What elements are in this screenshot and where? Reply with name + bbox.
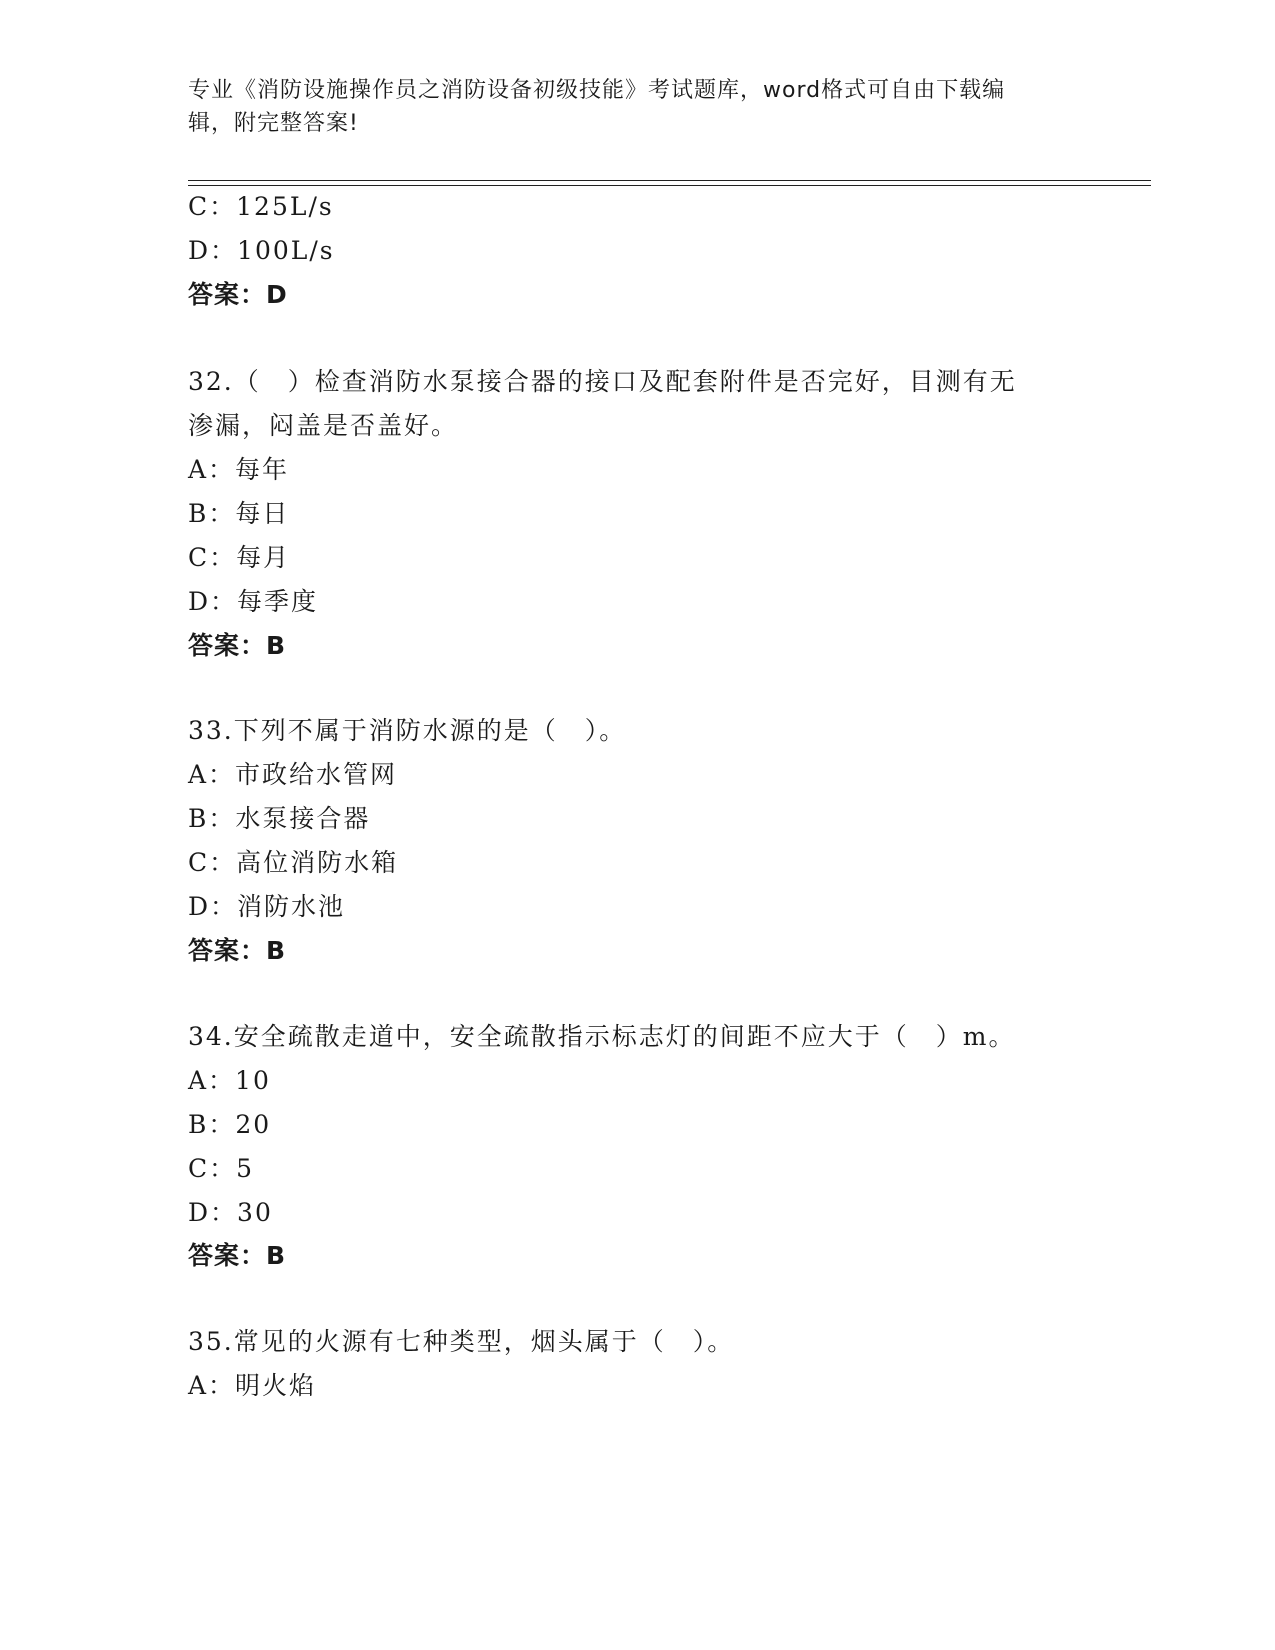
- q35-option-a: A：明火焰: [188, 1371, 317, 1400]
- q32-option-a: A：每年: [188, 455, 290, 484]
- q34-stem: 34.安全疏散走道中，安全疏散指示标志灯的间距不应大于（ ）m。: [188, 1022, 1016, 1051]
- q32-option-d: D：每季度: [188, 587, 319, 616]
- header-line-1: 专业《消防设施操作员之消防设备初级技能》考试题库，word格式可自由下载编: [188, 78, 1006, 103]
- header-line-2: 辑，附完整答案!: [188, 111, 359, 136]
- q34-option-b: B：20: [188, 1110, 272, 1139]
- q32-stem-line-2: 渗漏，闷盖是否盖好。: [188, 411, 459, 440]
- prev-option-d: D：100L/s: [188, 236, 335, 265]
- q34-answer: 答案：B: [188, 1241, 287, 1270]
- q33-option-d: D：消防水池: [188, 892, 346, 921]
- header-divider-bottom: [188, 185, 1151, 186]
- q34-option-c: C：5: [188, 1154, 255, 1183]
- q33-answer: 答案：B: [188, 936, 287, 965]
- header-divider-top: [188, 180, 1151, 181]
- q35-stem: 35.常见的火源有七种类型，烟头属于（ ）。: [188, 1327, 735, 1356]
- q33-option-a: A：市政给水管网: [188, 760, 398, 789]
- q34-option-a: A：10: [188, 1066, 271, 1095]
- q32-answer: 答案：B: [188, 631, 287, 660]
- prev-option-c: C：125L/s: [188, 192, 334, 221]
- document-header: [188, 74, 1068, 140]
- q32-option-c: C：每月: [188, 543, 291, 572]
- prev-answer: 答案：D: [188, 280, 288, 309]
- q32-option-b: B：每日: [188, 499, 290, 528]
- q33-option-b: B：水泵接合器: [188, 804, 371, 833]
- q33-option-c: C：高位消防水箱: [188, 848, 399, 877]
- q32-stem-line-1: 32.（ ）检查消防水泵接合器的接口及配套附件是否完好，目测有无: [188, 367, 1017, 396]
- q34-option-d: D：30: [188, 1198, 273, 1227]
- q33-stem: 33.下列不属于消防水源的是（ ）。: [188, 716, 627, 745]
